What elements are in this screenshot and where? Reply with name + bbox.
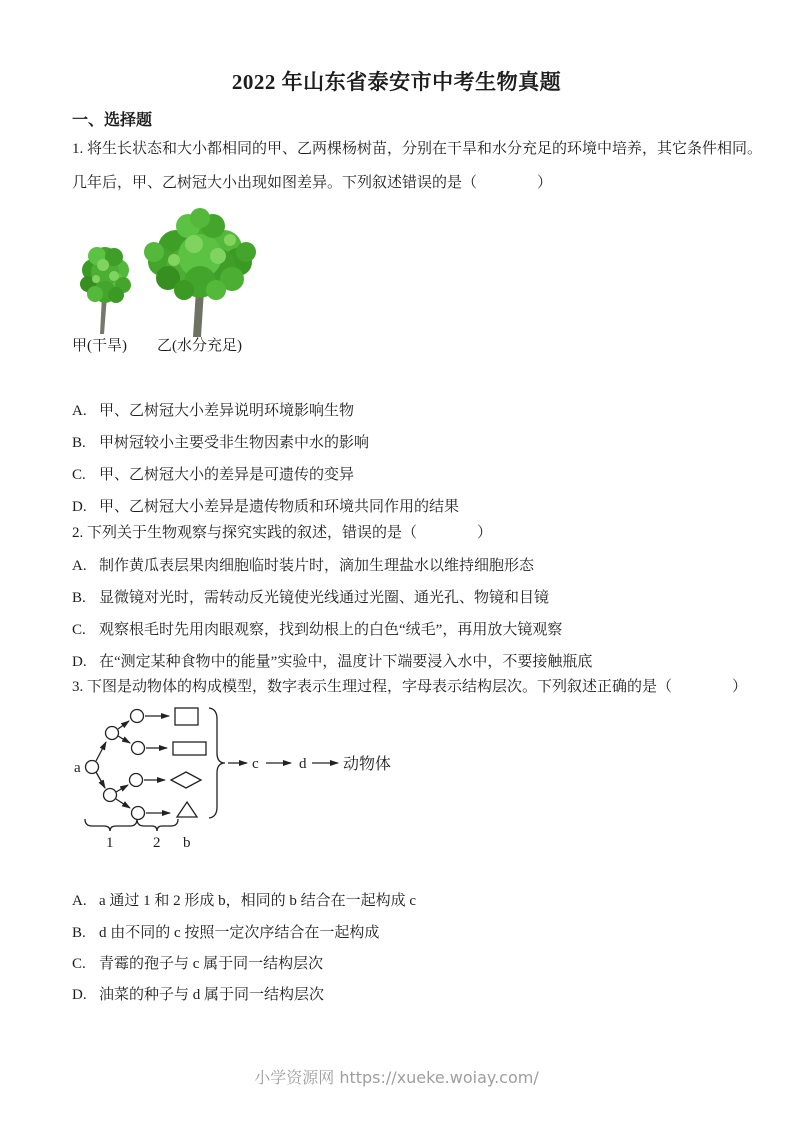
- q1-option-d: [72, 498, 752, 516]
- option-text: 甲、乙树冠大小差异说明环境影响生物: [99, 403, 355, 419]
- q3-stem: 3. 下图是动物体的构成模型，数字表示生理过程，字母表示结构层次。下列叙述正确的是（ ）: [72, 679, 748, 695]
- option-text: 油菜的种子与 d 属于同一结构层次: [99, 987, 325, 1003]
- option-letter: C.: [72, 956, 86, 972]
- q1-option-a: [72, 402, 752, 420]
- option-text: 青霉的孢子与 c 属于同一结构层次: [99, 956, 324, 972]
- q2-stem: 2. 下列关于生物观察与探究实践的叙述，错误的是（ ）: [72, 525, 493, 541]
- tissue-diamond-shape: [171, 772, 201, 788]
- option-text: 观察根毛时先用肉眼观察，找到幼根上的白色“绒毛”，再用放大镜观察: [99, 622, 563, 638]
- q2-option-d: [72, 653, 752, 671]
- underbrace-2: [137, 819, 178, 831]
- small-tree-illustration: [80, 247, 131, 334]
- cell-row3-circle: [130, 774, 143, 787]
- option-text: 显微镜对光时，需转动反光镜使光线通过光圈、通光孔、物镜和目镜: [99, 590, 550, 606]
- diagram-label-2: 2: [153, 835, 161, 851]
- division-circle-bottom: [104, 789, 117, 802]
- option-letter: A.: [72, 558, 87, 574]
- tree-right-label: 乙(水分充足): [157, 338, 242, 354]
- option-letter: C.: [72, 622, 86, 638]
- diagram-label-a: a: [74, 760, 81, 776]
- section-heading: 一、选择题: [72, 112, 153, 129]
- option-letter: D.: [72, 499, 87, 515]
- animal-body-model-diagram: [68, 700, 408, 860]
- option-text: d 由不同的 c 按照一定次序结合在一起构成: [99, 925, 380, 941]
- large-tree-illustration: [144, 208, 256, 337]
- option-letter: A.: [72, 403, 87, 419]
- option-letter: B.: [72, 590, 86, 606]
- poplar-trees-illustration: [70, 200, 265, 340]
- tree-left-label: 甲(干旱): [72, 338, 127, 354]
- q3-option-c: [72, 955, 752, 973]
- diagram-label-c: c: [252, 756, 259, 772]
- division-circle-top: [106, 727, 119, 740]
- q3-option-a: [72, 892, 752, 910]
- option-letter: C.: [72, 467, 86, 483]
- small-tree-canopy: [80, 247, 131, 303]
- diagram-label-animal-body: 动物体: [343, 756, 392, 773]
- q3-option-b: [72, 924, 752, 942]
- option-text: a 通过 1 和 2 形成 b，相同的 b 结合在一起构成 c: [99, 893, 417, 909]
- grouping-brace: [209, 708, 225, 818]
- large-tree-canopy: [144, 208, 256, 300]
- q1-stem-line-2: 几年后，甲、乙树冠大小出现如图差异。下列叙述错误的是（ ）: [72, 175, 553, 191]
- q2-option-a: [72, 557, 752, 575]
- page-title: 2022 年山东省泰安市中考生物真题: [231, 70, 562, 94]
- q1-option-c: [72, 466, 752, 484]
- option-letter: A.: [72, 893, 87, 909]
- cell-a-circle: [86, 761, 99, 774]
- option-text: 甲树冠较小主要受非生物因素中水的影响: [99, 435, 370, 451]
- option-letter: B.: [72, 925, 86, 941]
- option-text: 在“测定某种食物中的能量”实验中，温度计下端要浸入水中，不要接触瓶底: [99, 654, 593, 670]
- tissue-square-shape: [175, 708, 198, 725]
- q2-option-b: [72, 589, 752, 607]
- cell-row2-circle: [132, 742, 145, 755]
- q3-option-d: [72, 986, 752, 1004]
- site-watermark: 小学资源网 https://xueke.woiay.com/: [254, 1068, 539, 1087]
- option-letter: D.: [72, 654, 87, 670]
- tissue-triangle-shape: [177, 802, 197, 817]
- diagram-label-d: d: [299, 756, 307, 772]
- cell-row1-circle: [131, 710, 144, 723]
- tissue-rectangle-shape: [173, 742, 206, 755]
- q2-option-c: [72, 621, 752, 639]
- option-letter: B.: [72, 435, 86, 451]
- q1-option-b: [72, 434, 752, 452]
- option-text: 甲、乙树冠大小的差异是可遗传的变异: [99, 467, 355, 483]
- option-text: 制作黄瓜表层果肉细胞临时装片时，滴加生理盐水以维持细胞形态: [99, 558, 535, 574]
- diagram-label-b: b: [183, 835, 191, 851]
- q1-stem-line-1: 1. 将生长状态和大小都相同的甲、乙两棵杨树苗，分别在干旱和水分充足的环境中培养，其它条件相同。: [72, 141, 763, 157]
- diagram-label-1: 1: [106, 835, 114, 851]
- underbrace-1: [85, 819, 137, 831]
- option-letter: D.: [72, 987, 87, 1003]
- cell-row4-circle: [132, 807, 145, 820]
- option-text: 甲、乙树冠大小差异是遗传物质和环境共同作用的结果: [99, 499, 460, 515]
